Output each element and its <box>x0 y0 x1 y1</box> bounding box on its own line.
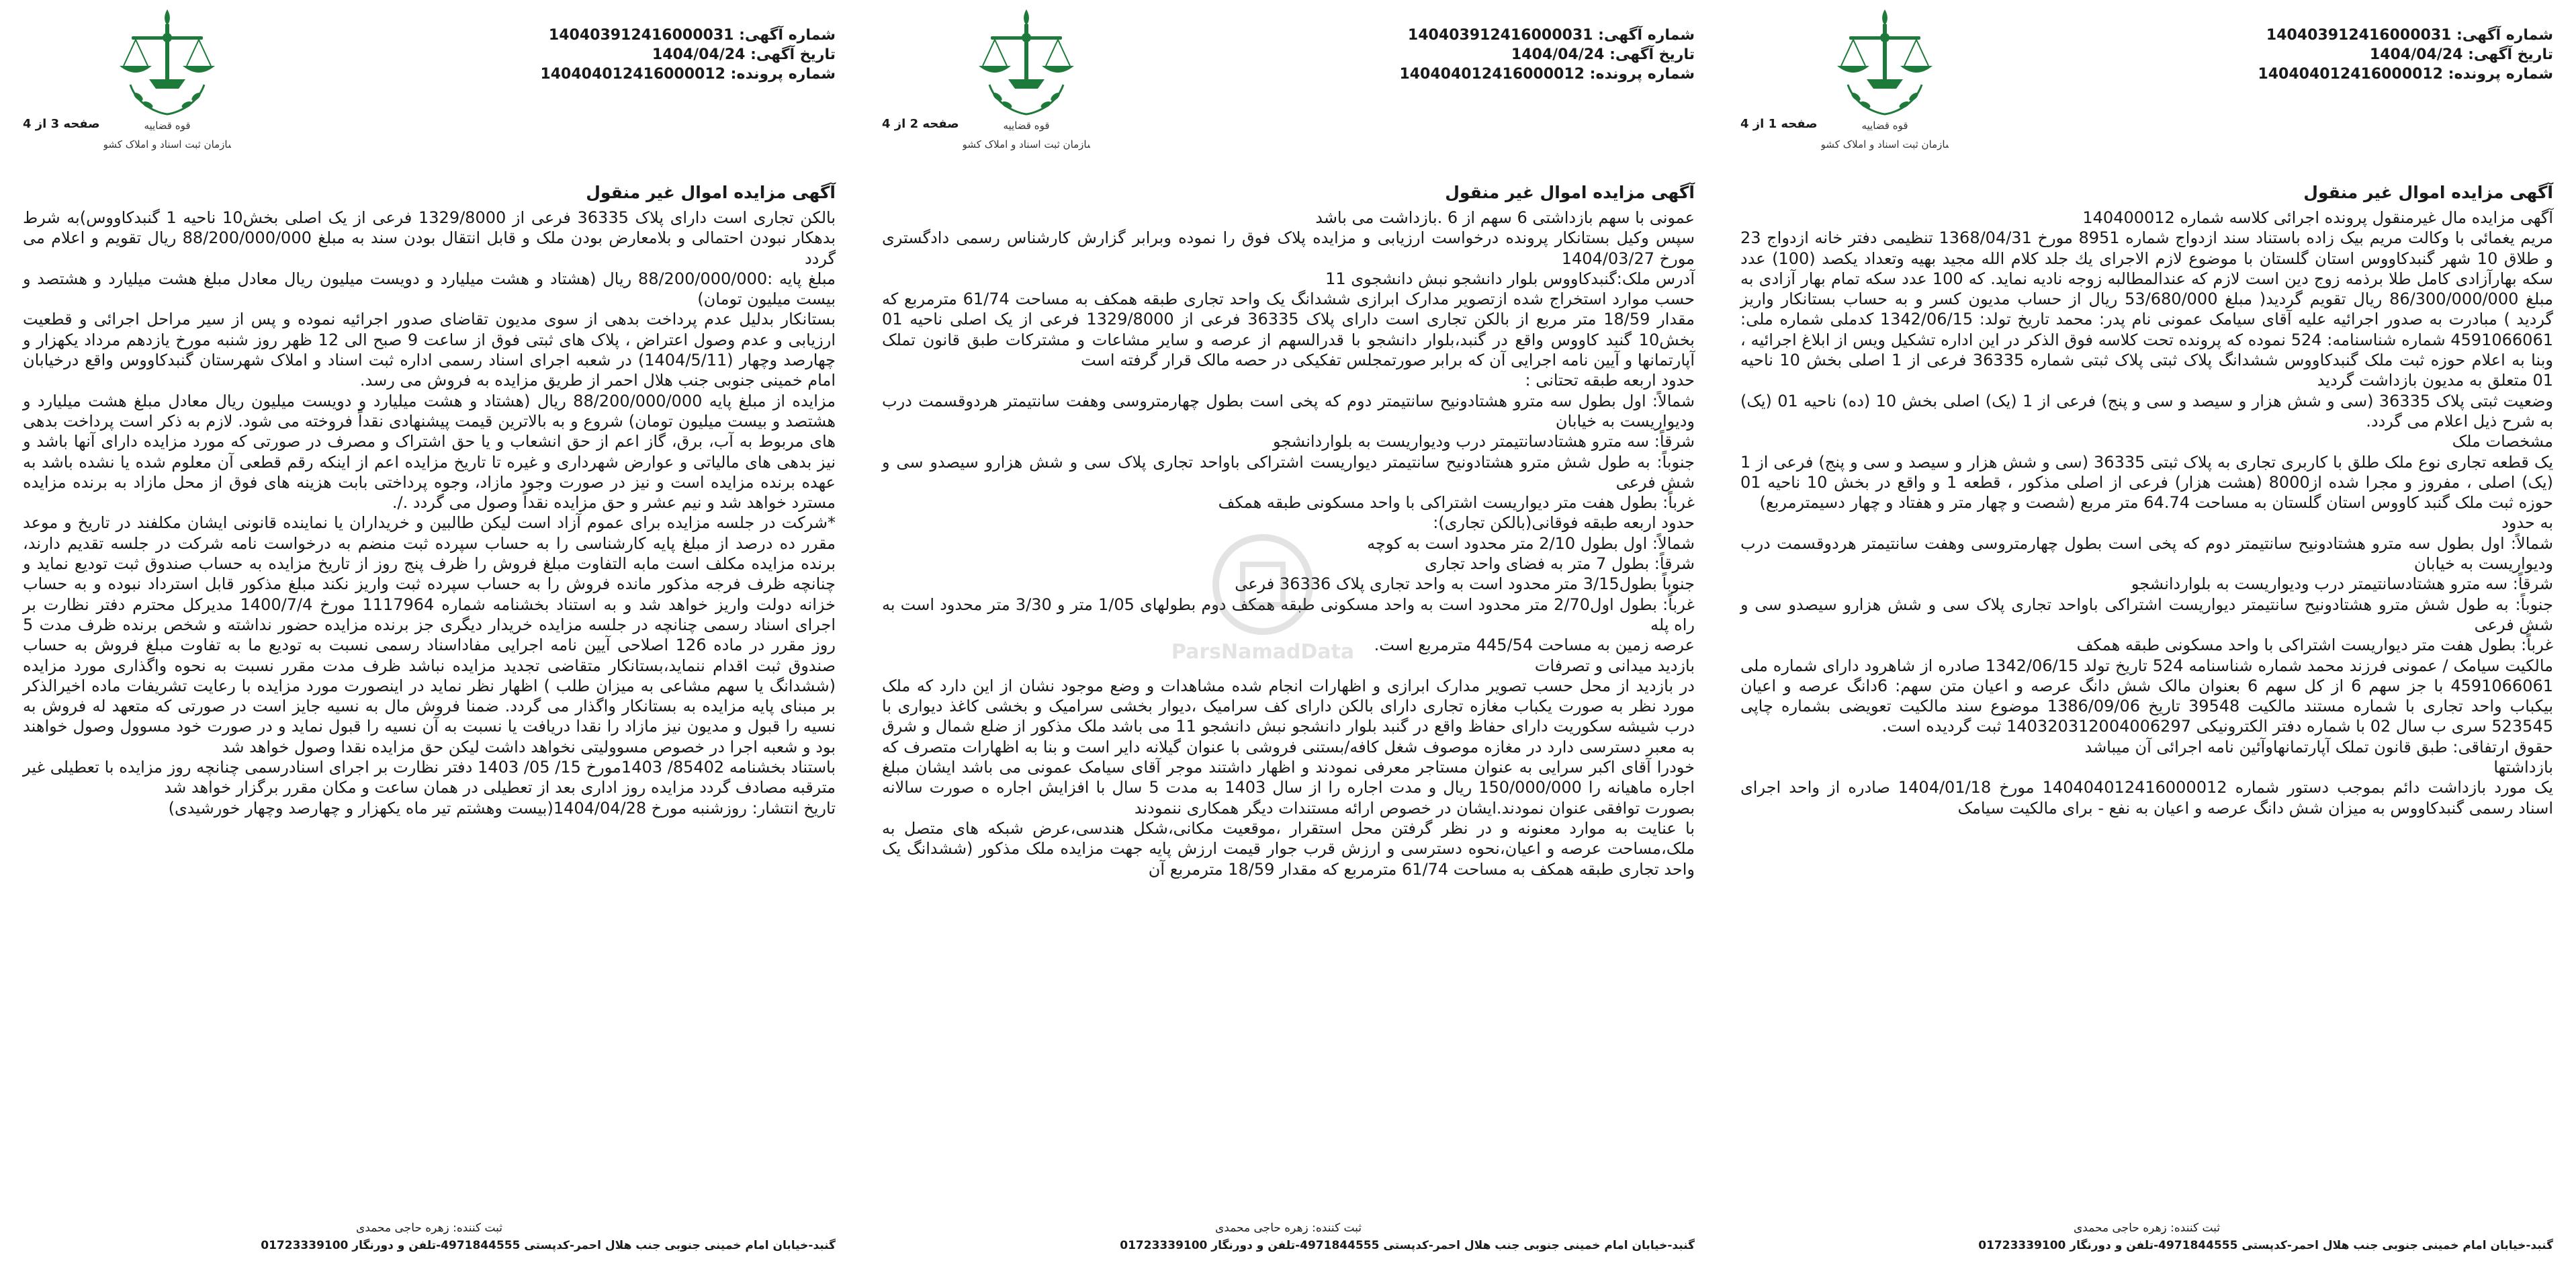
page-header <box>1740 4 2553 171</box>
notice-date-label: تاریخ آگهی: <box>2468 46 2553 63</box>
signer-label: ثبت کننده: <box>453 1221 503 1235</box>
paragraph: مشخصات ملک <box>2452 432 2553 451</box>
page-number: صفحه 2 از 4 <box>882 117 959 131</box>
paragraph: آگهی مزایده مال غیرمنقول پرونده اجرائی کلاسه شماره 140400012 <box>2082 208 2553 227</box>
paragraph: باستناد بخشنامه 85402/ 1403مورخ 15/ 05/ 1403 دفتر نظارت بر اجرای اسنادرسمی چنانچه روز مزایده با تعطیلی غیر مترقبه مصادف گردد مزایده روز اداری بعد از تعطیلی در همان ساعت و مکان مقرر برگزار خواهد شد <box>23 758 836 797</box>
paragraph: به حدود <box>2501 513 2553 533</box>
paragraph: *شرکت در جلسه مزایده برای عموم آزاد است لیکن طالبین و خریداران یا نماینده قانونی ایشان مکلفند در تاریخ و موعد مقرر ده درصد از مبلغ پایه کارشناسی را به حساب سپرده ثبت منضم به درخواست نامه شرکت در جلسه تقدیم دارند، برنده مزایده مکلف است مابه التفاوت مبلغ فروش را ظرف پنج روز از تاریخ مزایده به حساب صندوق ثبت تودیع نماید و چنانچه ظرف فرجه مذکور مانده فروش را به حساب سپرده ثبت واریز نکند مبلغ مذکور قابل استرداد نبوده و به حساب خزانه دولت واریز خواهد شد و به استناد بخشنامه شماره 1117964 مورخ 1400/7/4 مدیرکل محترم دفتر نظارت بر اجرای اسناد رسمی چنانچه در جلسه مزایده خریدار دیگری جز برنده مزایده حضور نداشته و شخص برنده ظرف مدت 5 روز مقرر در ماده 126 اصلاحی آیین نامه اجرایی مفاداسناد رسمی نسبت به تودیع ما به تفاوت مبلغ فروش به حساب صندوق ثبت اقدام ننماید،بستانکار متقاضی تجدید مزایده نباشد ظرف مدت مقرر نسبت به نحوه واگذاری مورد مزایده (ششدانگ یا سهم مشاعی به میزان طلب ) اظهار نظر نماید در اینصورت مورد مزایده با رعایت تشریفات ماده اخیرالذکر بر مبنای پایه مزایده به بستانکار واگذار می گردد. ضمنا فروش مال به نسیه جایز است در صورتی که متعهد له فروش به نسیه را قبول و مدیون نیز مازاد را نقدا دریافت یا نسبت به آن نسیه را قبول نماید و در صورت خود مسوول وصول خواهند بود و شعبه اجرا در خصوص مسوولیتی نخواهد داشت لیکن حق مزایده نقدا وصول خواهد شد <box>23 513 836 756</box>
paragraph: غرباً: بطول هفت متر دیواریست اشتراکی با واحد مسکونی طبقه همکف <box>2076 636 2553 655</box>
paragraph: سپس وکیل بستانکار پرونده درخواست ارزیابی و مزایده پلاک فوق را نموده وبرابر گزارش کارشناس رسمی دادگستری مورخ 1404/03/27 <box>882 228 1695 268</box>
file-number-label: شماره پرونده: <box>2448 66 2553 83</box>
watermark-text: ParsNamadData <box>1171 640 1355 664</box>
paragraph: جنوباً: به طول شش مترو هشتادونیح سانتیمتر دیواریست اشتراکی باواحد تجاری پلاک سی و شش هزارو سیصدو سی و شش فرعی <box>1740 595 2553 634</box>
judiciary-caption: قوه قضاییه <box>1861 120 1908 132</box>
paragraph: در بازدید از محل حسب تصویر مدارک ابرازی و اظهارات انجام شده مشاهدات و وضع موجود نشان از این دارد که ملک مورد نظر به صورت یکباب مغازه تجاری دارای بالکن دارای کف سرامیک ،دیوار بخشی سرامیک و بخشی کاغذ دیواری با درب شیشه سکوریت دارای حفاظ واقع در گنبد بلوار دانشجو نبش دانشجو 11 می باشد ملک مذکور از ضلع شمال و شرق به معبر دسترسی دارد در مغازه موصوف شغل کافه/بستنی فروشی با عنوان گیلانه دایر است و بنا به اظهارات متصرف که خودرا آقای اکبر سرایی به عنوان مستاجر معرفی نمودند و اظهار داشتند موجر آقای سیامک عمونی می باشد ایشان مبلغ اجاره ماهیانه را 150/000/000 ریال و مدت اجاره را از سال 1403 به مدت 5 سال با افزایش اجاره ه صورت سالانه بصورت توافقی عنوان نمودند.ایشان در خصوص ارائه مستندات دیگر همکاری ننمودند <box>882 676 1695 818</box>
signer-label: ثبت کننده: <box>2170 1221 2221 1235</box>
paragraph: حقوق ارتفاقی: طبق قانون تملک آپارتمانهاوآئین نامه اجرائی آن میباشد <box>2084 737 2553 756</box>
office-address: گنبد-خیابان امام خمینی جنوبی جنب هلال احمر-کدپستی 4971844555-تلفن و دورنگار 01723339100 <box>261 1239 836 1252</box>
paragraph: آدرس ملک:گنبدکاووس بلوار دانشجو نبش دانشجوی 11 <box>1325 269 1695 288</box>
notice-title: آگهی مزایده اموال غیر منقول <box>586 183 836 202</box>
notice-date-label: تاریخ آگهی: <box>750 46 836 63</box>
watermark-logo <box>1169 524 1357 672</box>
paragraph: حدود اربعه طبقه فوقانی(بالکن تجاری): <box>1433 513 1695 533</box>
notice-meta <box>2258 26 2553 84</box>
org-caption: سازمان ثبت اسناد و املاک کشور <box>963 138 1090 150</box>
file-number: 140404012416000012 <box>1399 66 1585 83</box>
notice-body <box>23 208 836 818</box>
paragraph: شمالاً: اول بطول سه مترو هشتادونیح سانتیمتر دوم که پخی است بطول چهارمتروسی وهفت سانتیمتر هردوقسمت درب ودیواریست به خیابان <box>1740 533 2553 574</box>
notice-title: آگهی مزایده اموال غیر منقول <box>2303 183 2553 202</box>
paragraph: شرقاً: بطول 7 متر به فضای واحد تجاری <box>1425 554 1695 574</box>
page-header <box>23 4 836 171</box>
judiciary-caption: قوه قضاییه <box>144 120 191 132</box>
org-caption: سازمان ثبت اسناد و املاک کشور <box>103 138 231 150</box>
page-header <box>882 4 1695 171</box>
notice-number: 140403912416000031 <box>548 27 734 44</box>
file-number: 140404012416000012 <box>2258 66 2443 83</box>
office-address: گنبد-خیابان امام خمینی جنوبی جنب هلال احمر-کدپستی 4971844555-تلفن و دورنگار 01723339100 <box>1978 1239 2553 1252</box>
file-number: 140404012416000012 <box>540 66 725 83</box>
office-address: گنبد-خیابان امام خمینی جنوبی جنب هلال احمر-کدپستی 4971844555-تلفن و دورنگار 01723339100 <box>1120 1239 1695 1252</box>
notice-number: 140403912416000031 <box>2266 27 2452 44</box>
paragraph: حسب موارد استخراج شده ازتصویر مدارک ابرازی ششدانگ یک واحد تجاری طبقه همکف به مساحت 61/74 مترمربع که مقدار 18/59 متر مربع از بالکن تجاری است دارای پلاک 36335 فرعی از 1329/8000 فرعی از یک اصلی ناحیه 01 بخش10 گنبد کاووس واقع در گنبد،بلوار دانشجو با قدرالسهم از عرصه و سایر مشاعات و مشترکات طبق قانون تملک آپارتمانها و آیین نامه اجرایی آن که برابر صورتمجلس تفکیکی در حصه مالک قرار گرفته است <box>882 290 1695 370</box>
judiciary-caption: قوه قضاییه <box>1003 120 1050 132</box>
page-number: صفحه 1 از 4 <box>1740 117 1818 131</box>
paragraph: عمونی با سهم بازداشتی 6 سهم از 6 .بازداشت می باشد <box>1315 208 1695 227</box>
signer-name: زهره حاجی محمدی <box>1214 1221 1308 1235</box>
judiciary-emblem-icon <box>103 4 231 165</box>
paragraph: مبلغ پایه :88/200/000/000 ریال (هشتاد و هشت میلیارد و دویست میلیون ریال معادل مبلغ هشت میلیارد و هشتصد و بیست میلیون تومان) <box>23 269 836 309</box>
notice-meta <box>540 26 836 84</box>
paragraph: غرباً: بطول اول2/70 متر محدود است به واحد مسکونی طبقه همکف دوم بطولهای 1/05 متر و 3/30 متر محدود است به راه پله <box>882 595 1695 634</box>
org-caption: سازمان ثبت اسناد و املاک کشور <box>1821 138 1949 150</box>
paragraph: یک مورد بازداشت دائم بموجب دستور شماره 140404012416000012 مورخ 1404/01/18 صادره از واحد اجرای اسناد رسمی گنبدکاووس به میزان شش دانگ عرصه و اعیان به نفع - برای مالکیت سیامک <box>1740 778 2554 818</box>
notice-title: آگهی مزایده اموال غیر منقول <box>1445 183 1695 202</box>
judiciary-emblem-icon <box>963 4 1090 165</box>
paragraph: جنوباً بطول3/15 متر محدود است به واحد تجاری پلاک 36336 فرعی <box>1235 574 1695 594</box>
notice-meta <box>1399 26 1695 84</box>
paragraph: بستانکار بدلیل عدم پرداخت بدهی از سوی مدیون تقاضای صدور اجرائیه نموده و پس از سیر مراحل اجرائی و قطعیت ارزیابی و عدم وصول اعتراض ، پلاک های ثبتی فوق از ساعت 9 صبح الی 12 ظهر روز شنبه مورخ یازدهم مرداد یکهزار و چهارصد وچهار (1404/5/11) در شعبه اجرای اسناد رسمی اداره ثبت اسناد و املاک شهرستان گنبدکاووس واقع درخیابان امام خمینی جنوبی جنب هلال احمر از طریق مزایده به فروش می رسد. <box>23 310 836 390</box>
paragraph: مریم یغمائی با وکالت مریم بیک زاده باستناد سند ازدواج شماره 8951 مورخ 1368/04/31 تنظیمی دفتر خانه ازدواج 23 و طلاق 10 شهر گنبدکاووس استان گلستان با موضوع لازم الاجرای یك جلد كلام الله مجید بهیه وتعداد یکصد (100) عدد سکه بهارآزادی کامل طلا برذمه زوج دین است لازم که عندالمطالبه زوجه نادیه نماید. که 100 عدد سکه تمام بهار آزادی به مبلغ 86/300/000/000 ریال تقویم گردید( مبلغ 53/680/000 ریال از حساب مدیون کسر و به حساب بستانکار واریز گردید ) مبادرت به صدور اجرائیه علیه آقای سیامک عمونی نام پدر: محمد تاریخ تولد: 1342/06/15 کدملی شماره ملی: 4591066061 شماره شناسنامه: 524 نموده که پرونده تحت کلاسه فوق الذکر در این اداره تشکیل ویس از ابلاغ اجرائیه ، وبنا به اعلام حوزه ثبت ملک گنبدکاووس ششدانگ پلاک ثبتی پلاک ثبتی شماره 36335 فرعی از 1 اصلی بخش 10 ناحیه 01 متعلق به مدیون بازداشت گردید <box>1740 228 2554 390</box>
file-number-label: شماره پرونده: <box>1589 66 1695 83</box>
notice-number-label: شماره آگهی: <box>739 27 836 44</box>
paragraph: شمالاً: اول بطول 2/10 متر محدود است به کوچه <box>1367 533 1695 553</box>
notice-date: 1404/04/24 <box>652 46 746 63</box>
file-number-label: شماره پرونده: <box>730 66 836 83</box>
paragraph: یک قطعه تجاری نوع ملک طلق با کاربری تجاری به پلاک ثبتی 36335 (سی و شش هزار و سیصد و سی و پنج) فرعی از 1 (یک) اصلی ، مفروز و مجرا شده از8000 (هشت هزار) فرعی از اصلی مذکور ، قطعه 1 و واقع در بخش 10 ناحیه 01 حوزه ثبت ملک گنبد کاووس استان گلستان به مساحت 64.74 متر مربع (شصت و چهار متر و هفتاد و چهار دسیمترمربع) <box>1740 452 2554 513</box>
paragraph: غرباً: بطول هفت متر دیواریست اشتراکی با واحد مسکونی طبقه همکف <box>1218 493 1695 513</box>
signer-name: زهره حاجی محمدی <box>2073 1221 2167 1235</box>
judiciary-emblem-icon <box>1821 4 1949 165</box>
notice-number-label: شماره آگهی: <box>2456 27 2553 44</box>
signer-label: ثبت کننده: <box>1312 1221 1362 1235</box>
page-number: صفحه 3 از 4 <box>23 117 100 131</box>
document-page-3 <box>0 0 858 1261</box>
paragraph: با عنایت به موارد معنونه و در نظر گرفتن محل استقرار ،موقعیت مکانی،شکل هندسی،عرض شبکه های متصل به ملک،مساحت عرصه و اعیان،نحوه دسترسی و ارزش قرب جوار قیمت ارزش پایه جهت مزایده ملک مذکور (ششدانگ یک واحد تجاری طبقه همکف به مساحت 61/74 مترمربع که مقدار 18/59 مترمربع آن <box>882 818 1695 879</box>
paragraph: بالکن تجاری است دارای پلاک 36335 فرعی از 1329/8000 فرعی از یک اصلی بخش10 ناحیه 1 گنبدکاووس)به شرط بدهکار نبودن احتمالی و بلامعارض بودن ملک و قابل انتقال بودن سند به مبلغ 88/200/000/000 ریال تقویم و اعلام می گردد <box>23 208 836 268</box>
paragraph: عرصه زمین به مساحت 445/54 مترمربع است. <box>1374 636 1695 655</box>
page-footer <box>882 1219 1695 1254</box>
paragraph: تاریخ انتشار: روزشنبه مورخ 1404/04/28(بیست وهشتم تیر ماه یکهزار و چهارصد وچهار خورشیدی) <box>168 798 836 818</box>
paragraph: بازدید میدانی و تصرفات <box>1534 656 1695 675</box>
paragraph: حدود اربعه طبقه تحتانی : <box>1525 371 1695 390</box>
paragraph: جنوباً: به طول شش مترو هشتادونیح سانتیمتر دیواریست اشتراکی باواحد تجاری پلاک سی و شش هزارو سیصدو سی و شش فرعی <box>882 452 1695 492</box>
notice-number-label: شماره آگهی: <box>1598 27 1695 44</box>
notice-body <box>1740 208 2553 818</box>
paragraph: شرقاً: سه مترو هشتادسانتیمتر درب ودیواریست به بلواردانشجو <box>1272 432 1695 451</box>
paragraph: شرقاً: سه مترو هشتادسانتیمتر درب ودیواریست به بلواردانشجو <box>2131 574 2553 594</box>
paragraph: شمالاً: اول بطول سه مترو هشتادونیح سانتیمتر دوم که پخی است بطول چهارمتروسی وهفت سانتیمتر هردوقسمت درب ودیواریست به خیابان <box>882 391 1695 431</box>
notice-number: 140403912416000031 <box>1407 27 1593 44</box>
page-footer <box>23 1219 836 1254</box>
notice-date: 1404/04/24 <box>2369 46 2463 63</box>
page-footer <box>1740 1219 2553 1254</box>
notice-date-label: تاریخ آگهی: <box>1609 46 1695 63</box>
signer-name: زهره حاجی محمدی <box>355 1221 449 1235</box>
paragraph: بازداشتها <box>2493 758 2553 777</box>
paragraph: وضعیت ثبتی پلاک 36335 (سی و شش هزار و سیصد و سی و پنج) فرعی از 1 (یک) اصلی بخش 10 (ده) ناحیه 01 (یک) به شرح ذیل اعلام می گردد. <box>1740 391 2554 431</box>
document-page-1 <box>1718 0 2576 1261</box>
paragraph: مالکیت سیامک / عمونی فرزند محمد شماره شناسنامه 524 تاریخ تولد 1342/06/15 صادره از شاهرود دارای شماره ملی 4591066061 با جز سهم 6 از کل سهم 6 بعنوان مالک شش دانگ عرصه و اعیان متن سهم: 6دانگ عرصه و اعیان بیکباب واحد تجاری با شماره مستند مالکیت 39548 تاریخ 1386/09/06 موضوع سند مالکیت تعویضی بشماره چاپی 523545 سری ب سال 02 با شماره دفتر الکترونیکی 140320312004006297 ثبت گردیده است. <box>1740 656 2554 736</box>
notice-date: 1404/04/24 <box>1511 46 1605 63</box>
paragraph: مزایده از مبلغ پایه 88/200/000/000 ریال (هشتاد و هشت میلیارد و دویست میلیون ریال معادل مبلغ هشت میلیارد و هشتصد و بیست میلیون تومان) شروع و به بالاترین قیمت پیشنهادی نقداً فروخته می شود. لازم به ذکر است پرداخت بدهی های مربوط به آب، برق، گاز اعم از حق انشعاب و یا حق اشتراک و مصرف در صورتی که مورد مزایده دارای آنها باشد و نیز بدهی های مالیاتی و عوارض شهرداری و غیره تا تاریخ مزایده اعم از اینکه رقم قطعی آن معلوم شده یا نشده باشد به عهده برنده مزایده است و نیز در صورت وجود مازاد، وجوه پرداختی بابت هزینه های فوق از محل مازاد به برنده مزایده مسترد خواهد شد و نیم عشر و حق مزایده نقداً وصول می گردد ./. <box>23 391 836 513</box>
